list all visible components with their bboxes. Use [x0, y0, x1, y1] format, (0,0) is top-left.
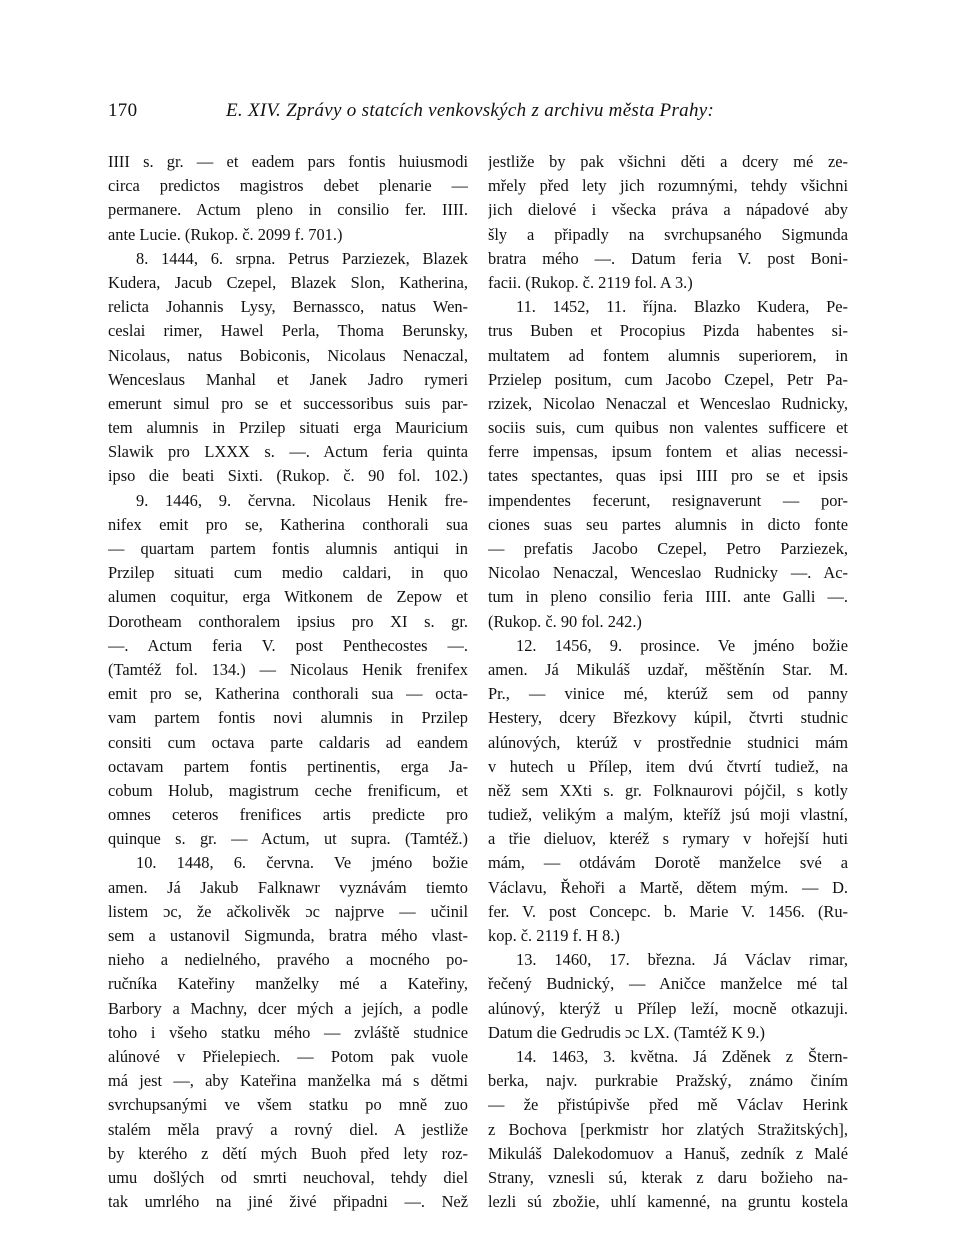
text-line: — že přistúpivše před mě Václav Herink — [488, 1095, 848, 1115]
text-line: Nicolaus, natus Bobiconis, Nicolaus Nenaczal, — [108, 345, 468, 365]
text-line: by kterého z dětí mých Buoh před lety roz- — [108, 1143, 468, 1163]
text-line: 11. 1452, 11. října. Blazko Kudera, Pe- — [516, 297, 848, 317]
text-line: vam partem fontis novi alumnis in Przilep — [108, 708, 468, 728]
text-line: amen. Já Jakub Falknawr vyznávám tiemto — [108, 877, 468, 897]
text-line: circa predictos magistros debet plenarie — — [108, 176, 468, 196]
text-line: mám, — otdávám Dorotě manželce své a — [488, 853, 848, 873]
text-line: něž sem XXti s. gr. Folknaurovi pójčil, s kotly — [488, 780, 848, 800]
text-line: quinque s. gr. — Actum, ut supra. (Tamtéž.) — [108, 829, 468, 849]
text-line: consiti cum octava parte caldaris ad eandem — [108, 732, 468, 752]
text-line: emerunt simul pro se et successoribus suis par- — [108, 393, 468, 413]
text-line: Przilep situati cum medio caldari, in quo — [108, 563, 468, 583]
text-line: Wenceslaus Manhal et Janek Jadro rymeri — [108, 369, 468, 389]
text-line: z Bochova [perkmistr hor zlatých Stražitských], — [488, 1119, 848, 1139]
text-line: —. Actum feria V. post Penthecostes —. — [108, 635, 468, 655]
text-line: ceslai rimer, Hawel Perla, Thoma Berunsky, — [108, 321, 468, 341]
text-line: ciones suas seu partes alumnis in dicto fonte — [488, 514, 848, 534]
right-text-column — [488, 150, 848, 1214]
text-line: bratra mého —. Datum feria V. post Boni- — [488, 248, 848, 268]
text-line: tak umrlého na jiné živé připadni —. Než — [108, 1192, 468, 1212]
text-line: Nicolao Nenaczal, Wenceslao Rudnicky —. Ac- — [488, 563, 848, 583]
text-line: 14. 1463, 3. května. Já Zděnek z Štern- — [516, 1046, 848, 1066]
text-line: tates spectantes, quas ipsi IIII pro se et ipsis — [488, 466, 848, 486]
text-line: ručníka Kateřiny manželky mé a Kateřiny, — [108, 974, 468, 994]
text-line: alumen coquitur, erga Witkonem de Zepow et — [108, 587, 468, 607]
text-line: sociis suis, cum quibus non valentes sufficere et — [488, 418, 848, 438]
text-line: mřely před lety jich rozumnými, tehdy všichni — [488, 176, 848, 196]
text-line: ferre impensas, ipsum fontem et alias necessi- — [488, 442, 848, 462]
text-line: amen. Já Mikuláš uzdař, měštěnín Star. M. — [488, 659, 848, 679]
text-line: Mikuláš Dalekodomuov a Hanuš, zedník z Malé — [488, 1143, 848, 1163]
text-line: ipso die beati Sixti. (Rukop. č. 90 fol. 102.) — [108, 466, 468, 486]
text-line: listem ɔc, že ačkolivěk ɔc najprve — učinil — [108, 901, 468, 921]
text-line: jich dielové i všecka práva a nápadové aby — [488, 200, 848, 220]
text-line: Dorotheam conthoralem ipsius pro XI s. gr. — [108, 611, 468, 631]
text-line: — prefatis Jacobo Czepel, Petro Parziezek, — [488, 539, 848, 558]
text-line: 8. 1444, 6. srpna. Petrus Parziezek, Blazek — [136, 248, 468, 268]
text-line: stalém měla pravý a rovný diel. A jestliže — [108, 1119, 468, 1139]
text-line: 10. 1448, 6. června. Ve jméno božie — [136, 853, 468, 873]
text-line: tum in pleno consilio feria IIII. ante Galli —. — [488, 587, 848, 607]
text-line: Przielep positum, cum Jacobo Czepel, Petr Pa- — [488, 369, 848, 389]
text-line: octavam partem fontis pertinentis, erga Ja- — [108, 756, 468, 776]
text-line: Hestery, dcery Březkovy kúpil, čtvrti studnic — [488, 708, 848, 728]
running-title: E. XIV. Zprávy o statcích venkovských z archivu města Prahy: — [226, 100, 715, 121]
text-line: trus Buben et Procopius Pizda habentes si- — [488, 321, 848, 341]
text-line: Strany, vznesli sú, kterak z daru božieho na- — [488, 1167, 848, 1187]
text-line: Pr., — vinice mé, kterúž sem od panny — [488, 684, 848, 704]
text-line: tem alumnis in Przilep situati erga Mauricium — [108, 418, 468, 438]
text-line: Kudera, Jacub Czepel, Blazek Slon, Katherina, — [108, 272, 468, 292]
text-line: alúnových, kterúž v prostřednie studnici mám — [488, 732, 848, 752]
text-line: (Tamtéž fol. 134.) — Nicolaus Henik frenifex — [108, 659, 468, 679]
text-line: ante Lucie. (Rukop. č. 2099 f. 701.) — [108, 224, 343, 244]
text-line: multatem ad fontem alumnis superiorem, in — [488, 345, 848, 365]
text-line: emit pro se, Katherina conthorali sua — octa- — [108, 684, 468, 704]
text-line: Barbory a Machny, dcer mých a jejích, a podle — [108, 998, 468, 1018]
text-line: má jest —, aby Kateřina manželka má s dětmi — [108, 1071, 468, 1091]
text-line: (Rukop. č. 90 fol. 242.) — [488, 611, 642, 631]
text-line: alúnové v Přielepiech. — Potom pak vuole — [108, 1046, 468, 1066]
text-line: facii. (Rukop. č. 2119 fol. A 3.) — [488, 272, 693, 292]
text-line: 12. 1456, 9. prosince. Ve jméno božie — [516, 635, 848, 655]
text-line: IIII s. gr. — et eadem pars fontis huiusmodi — [108, 152, 468, 171]
text-line: alúnový, kterýž u Přílep leží, mocně otkazuji. — [488, 998, 848, 1018]
text-line: nieho a nedielného, pravého a mocného po- — [108, 950, 468, 970]
text-line: 13. 1460, 17. března. Já Václav rimar, — [516, 950, 848, 970]
text-line: jestliže by pak všichni děti a dcery mé ze- — [488, 152, 848, 171]
text-line: fer. V. post Concepc. b. Marie V. 1456. (Ru- — [488, 901, 848, 921]
text-line: kop. č. 2119 f. H 8.) — [488, 926, 620, 945]
text-line: v hutech u Přílep, item dvú čtvrtí tudiež, na — [488, 756, 848, 776]
text-line: umu došlých od smrti neuchoval, tehdy diel — [108, 1167, 468, 1187]
text-line: permanere. Actum pleno in consilio fer. IIII. — [108, 200, 468, 220]
text-line: toho i všeho statku mého — zvláště studnice — [108, 1022, 468, 1042]
text-line: a třie dieluov, kteréž s rymary v hořejší huti — [488, 829, 848, 849]
text-line: omnes ceteros frenifices artis predicte pro — [108, 805, 468, 825]
text-line: cobum Holub, magistrum ceche frenificum, et — [108, 780, 468, 800]
text-line: relicta Johannis Lysy, Bernassco, natus Wen- — [108, 297, 468, 317]
text-line: lezli sú zbožie, uhlí kamenné, na gruntu kostela — [488, 1192, 848, 1212]
text-line: svrchupsanými ve všem statku po mně zuo — [108, 1095, 468, 1115]
text-line: sem a ustanovil Sigmunda, bratra mého vlast- — [108, 926, 468, 945]
text-line: impendentes fecerunt, resignaverunt — por- — [488, 490, 848, 510]
text-line: — quartam partem fontis alumnis antiqui in — [108, 539, 468, 558]
text-line: nifex emit pro se, Katherina conthorali sua — [108, 514, 468, 534]
text-line: 9. 1446, 9. června. Nicolaus Henik fre- — [136, 490, 468, 510]
text-line: tudiež, velikým a malým, kteříž jsú moji vlastní, — [488, 805, 848, 825]
text-line: Slawik pro LXXX s. —. Actum feria quinta — [108, 442, 468, 462]
page-number: 170 — [108, 100, 138, 121]
text-line: rzizek, Nicolao Nenaczal et Wenceslao Rudnicky, — [488, 393, 848, 413]
text-line: Václavu, Řehoři a Martě, dětem mým. — D. — [488, 877, 848, 897]
left-text-column — [108, 150, 468, 1214]
text-line: řečený Budnický, — Aničce manželce mé tal — [488, 974, 848, 994]
text-line: šly a připadly na svrchupsaného Sigmunda — [488, 224, 848, 244]
text-line: Datum die Gedrudis ɔc LX. (Tamtéž K 9.) — [488, 1022, 765, 1042]
text-line: berka, najv. purkrabie Pražský, známo činím — [488, 1071, 848, 1091]
